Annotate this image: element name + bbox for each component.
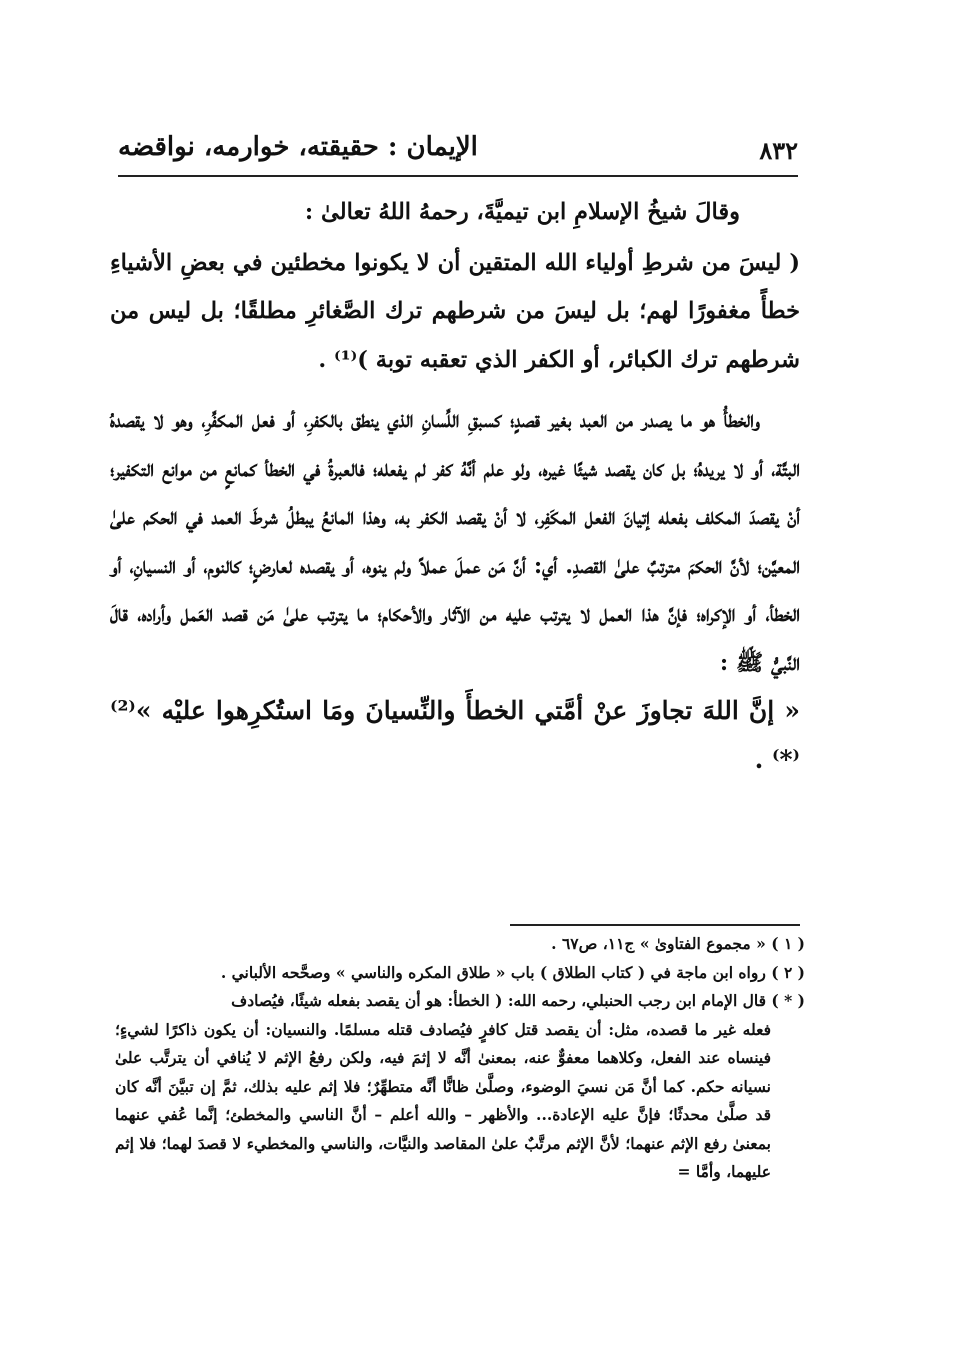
- running-title: الإيمان : حقيقته، خوارمه، نواقضه: [118, 132, 478, 162]
- page-header: [118, 132, 798, 176]
- intro-paragraph: وقالَ شيخُ الإسلامِ ابن تيميَّةَ، رحمهُ اللهُ تعالىٰ :: [304, 199, 740, 225]
- main-paragraph: والخطأُ هو ما يصدر من العبد بغير قصدٍ؛ كسبقِ اللِّسانِ الذي ينطق بالكفرِ، أو فعل المكفِّرِ، وهو لا يقصدهُ البتَّة، أو لا يريدهُ؛ بل كان يقصد شيئًا غيره، ولو علم أنَّهُ كفر لم يفعله؛ فالعبرةُ في الخطأ كمانعٍ من موانع التكفير؛ أنْ يقصدَ المكلف بفعله إتيانَ الفعل المكَفِر، لا أنْ يقصد الكفر به، وهذا المانعُ يبطلُ شرطَ العمد في الحكم علىٰ المعيَّن؛ لأنَّ الحكمَ مترتبٌ علىٰ القصدِ. أي: أنَّ مَن عملَ عملاً ولم ينوه، أو يقصده لعارضٍ؛ كالنوم، أو النسيانِ، أو الخطأ، أو الإكراه؛ فإنَّ هذا العمل لا يترتب عليه من الآثار والأحكام؛ ما يترتب علىٰ مَن قصد العَمل وأراده، قالَ النَّبيُّ ﷺ :: [110, 407, 800, 676]
- footnotes: [115, 930, 805, 1187]
- footnote-1: ( ١ ) « مجموع الفتاوىٰ » ج١١، ص٦٧ .: [551, 934, 805, 953]
- hadith-line: « إنَّ اللهَ تجاوزَ عنْ أمَّتي الخطأَ والنِّسيانَ ومَا استُكرِهوا عليْه »⁽²⁾⁽*⁾ .: [110, 696, 800, 774]
- main-text: [110, 188, 800, 784]
- quote-paragraph: ( ليسَ من شرطِ أولياء الله المتقين أن لا يكونوا مخطئين في بعضِ الأشياءِ خطأً مغفورًا لهم؛ بل ليسَ من شرطهم ترك الصَّغائرِ مطلقًا؛ بل ليس من شرطهم ترك الكبائر، أو الكفر الذي تعقبه توبة )⁽¹⁾ .: [110, 249, 800, 373]
- header-rule: [118, 175, 798, 177]
- footnote-2: ( ٢ ) رواه ابن ماجة في ( كتاب الطلاق ) باب « طلاق المكره والناسي » وصحَّحه الألباني .: [220, 962, 805, 982]
- footnote-rule: [510, 924, 800, 926]
- footnote-star-first-line: ( * ) قال الإمام ابن رجب الحنبلي، رحمه الله: ( الخطأ: هو أن يقصد بفعله شيئًا، فيُصادف: [231, 991, 805, 1010]
- page-number: ٨٣٢: [759, 136, 798, 165]
- footnote-star-continuation: فعله غير ما قصده، مثل: أن يقصد قتل كافرٍ فيُصادف قتله مسلمًا. والنسيان: أن يكون ذاكرًا لشيءٍ؛ فينساه عند الفعل، وكلاهما معفوٌّ عنه، بمعنىٰ أنَّه لا إثمَ فيه، ولكن رفعُ الإثم لا يُنافي أن يترتَّب علىٰ نسيانه حكم. كما أنَّ مَن نسيَ الوضوء، وصلَّىٰ ظانًّا أنَّه متطهِّرٌ؛ فلا إثم عليه بذلك، ثمَّ إن تبيَّنَ أنَّه كان قد صلَّىٰ محدثًا؛ فإنَّ عليه الإعادة... والأظهر – والله أعلم – أنَّ الناسي والمخطئ؛ إنَّما عُفي عنهما بمعنىٰ رفع الإثم عنهما؛ لأنَّ الإثم مرتَّبٌ علىٰ المقاصد والنيَّات، والناسي والمخطيء لا قصدَ لهما؛ فلا إثم عليهما، وأمَّا =: [115, 1019, 771, 1181]
